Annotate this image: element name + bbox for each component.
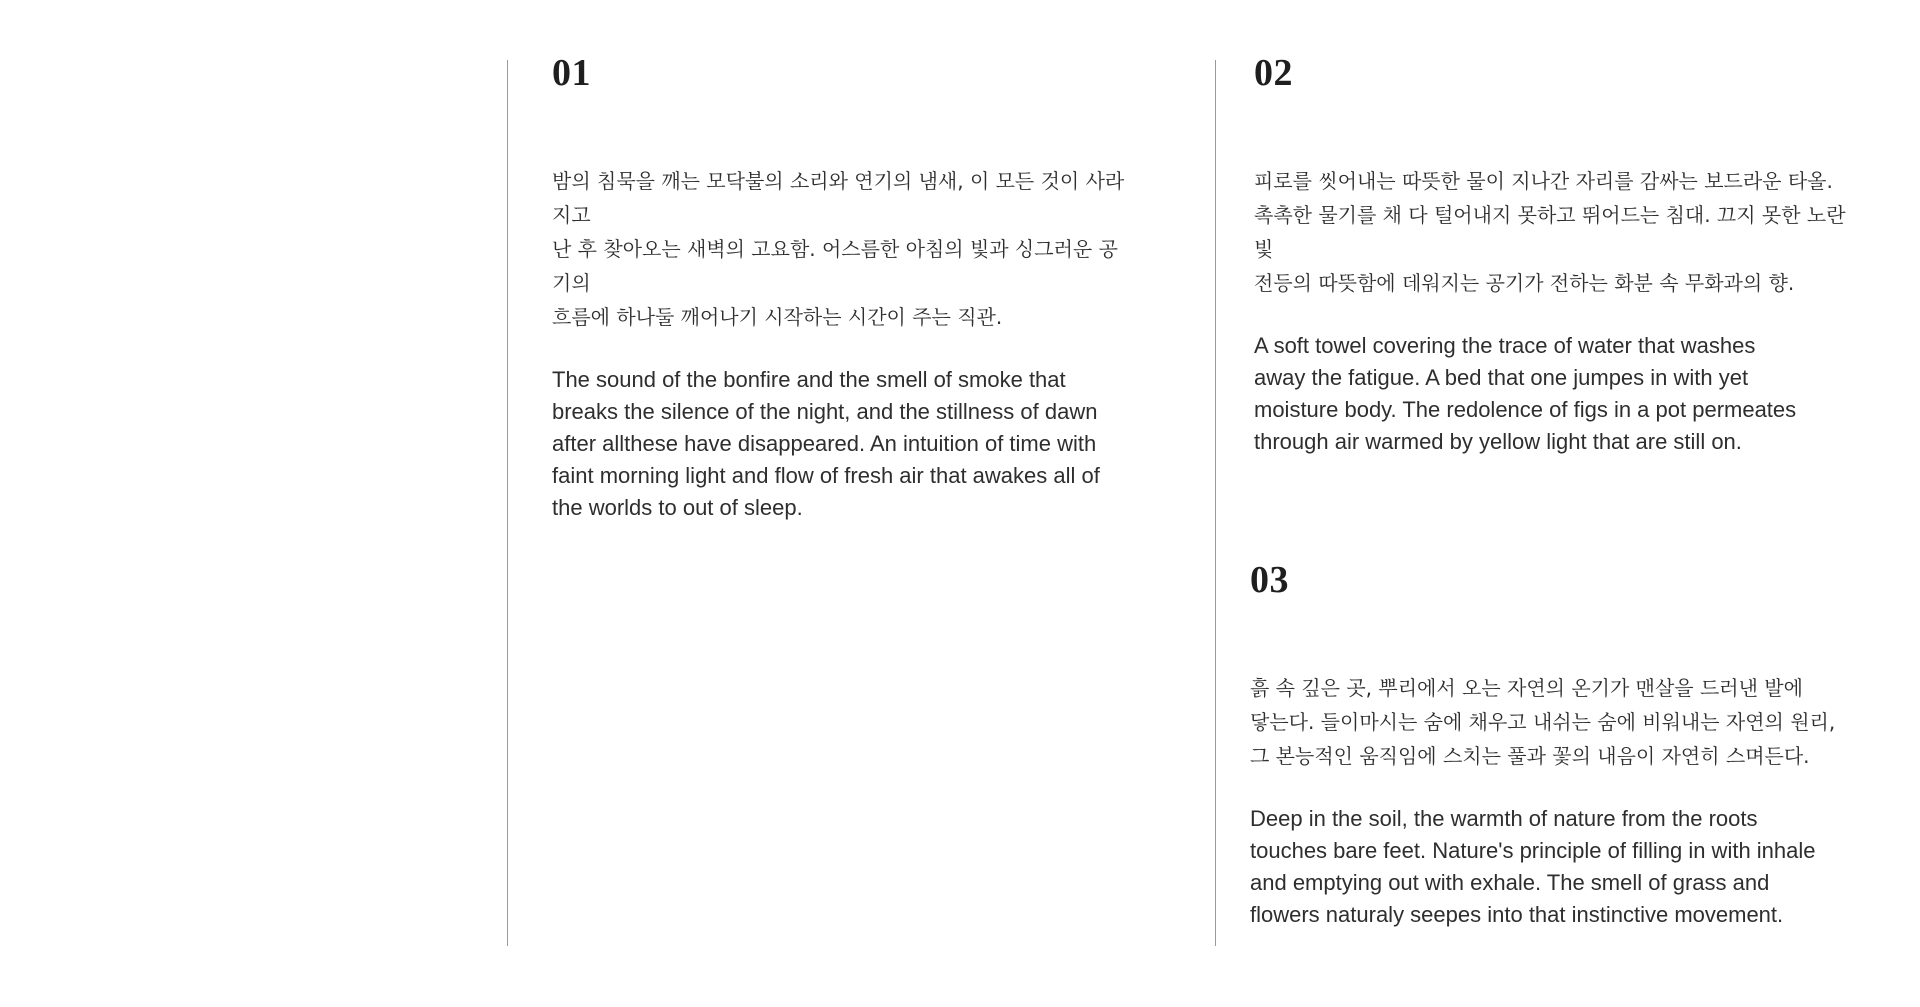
english-paragraph: The sound of the bonfire and the smell of smoke that breaks the silence of the night, and the stillness of dawn after allthese have disappeared. An intuition of time with faint morning light and flow of fresh air that awakes all of the worlds to out of sleep.: [552, 367, 1100, 520]
korean-paragraph: 흙 속 깊은 곳, 뿌리에서 오는 자연의 온기가 맨살을 드러낸 발에 닿는다. 들이마시는 숨에 채우고 내쉬는 숨에 비워내는 자연의 원리, 그 본능적인 움직임에 스치는 풀과 꽃의 내음이 자연히 스며든다.: [1250, 676, 1836, 768]
column-divider-middle: [1215, 60, 1216, 946]
english-paragraph: Deep in the soil, the warmth of nature from the roots touches bare feet. Nature's principle of filling in with inhale and emptying out with exhale. The smell of grass and flowers naturaly seepes into that instinctive movement.: [1250, 806, 1816, 927]
section-number: 03: [1250, 559, 1289, 601]
korean-paragraph: 밤의 침묵을 깨는 모닥불의 소리와 연기의 냄새, 이 모든 것이 사라지고 난 후 찾아오는 새벽의 고요함. 어스름한 아침의 빛과 싱그러운 공기의 흐름에 하나둘 깨어나기 시작하는 시간이 주는 직관.: [552, 169, 1125, 329]
section-01: [552, 50, 1132, 524]
english-paragraph: A soft towel covering the trace of water that washes away the fatigue. A bed that one jumpes in with yet moisture body. The redolence of figs in a pot permeates through air warmed by yellow light that are still on.: [1254, 333, 1797, 454]
section-number: 02: [1254, 52, 1293, 94]
korean-paragraph: 피로를 씻어내는 따뜻한 물이 지나간 자리를 감싸는 보드라운 타올. 촉촉한 물기를 채 다 털어내지 못하고 뛰어드는 침대. 끄지 못한 노란빛 전등의 따뜻함에 데워지는 공기가 전하는 화분 속 무화과의 향.: [1254, 169, 1846, 295]
section-number: 01: [552, 52, 591, 94]
column-divider-left: [507, 60, 508, 946]
section-03: [1250, 557, 1850, 931]
section-02: [1254, 50, 1854, 458]
